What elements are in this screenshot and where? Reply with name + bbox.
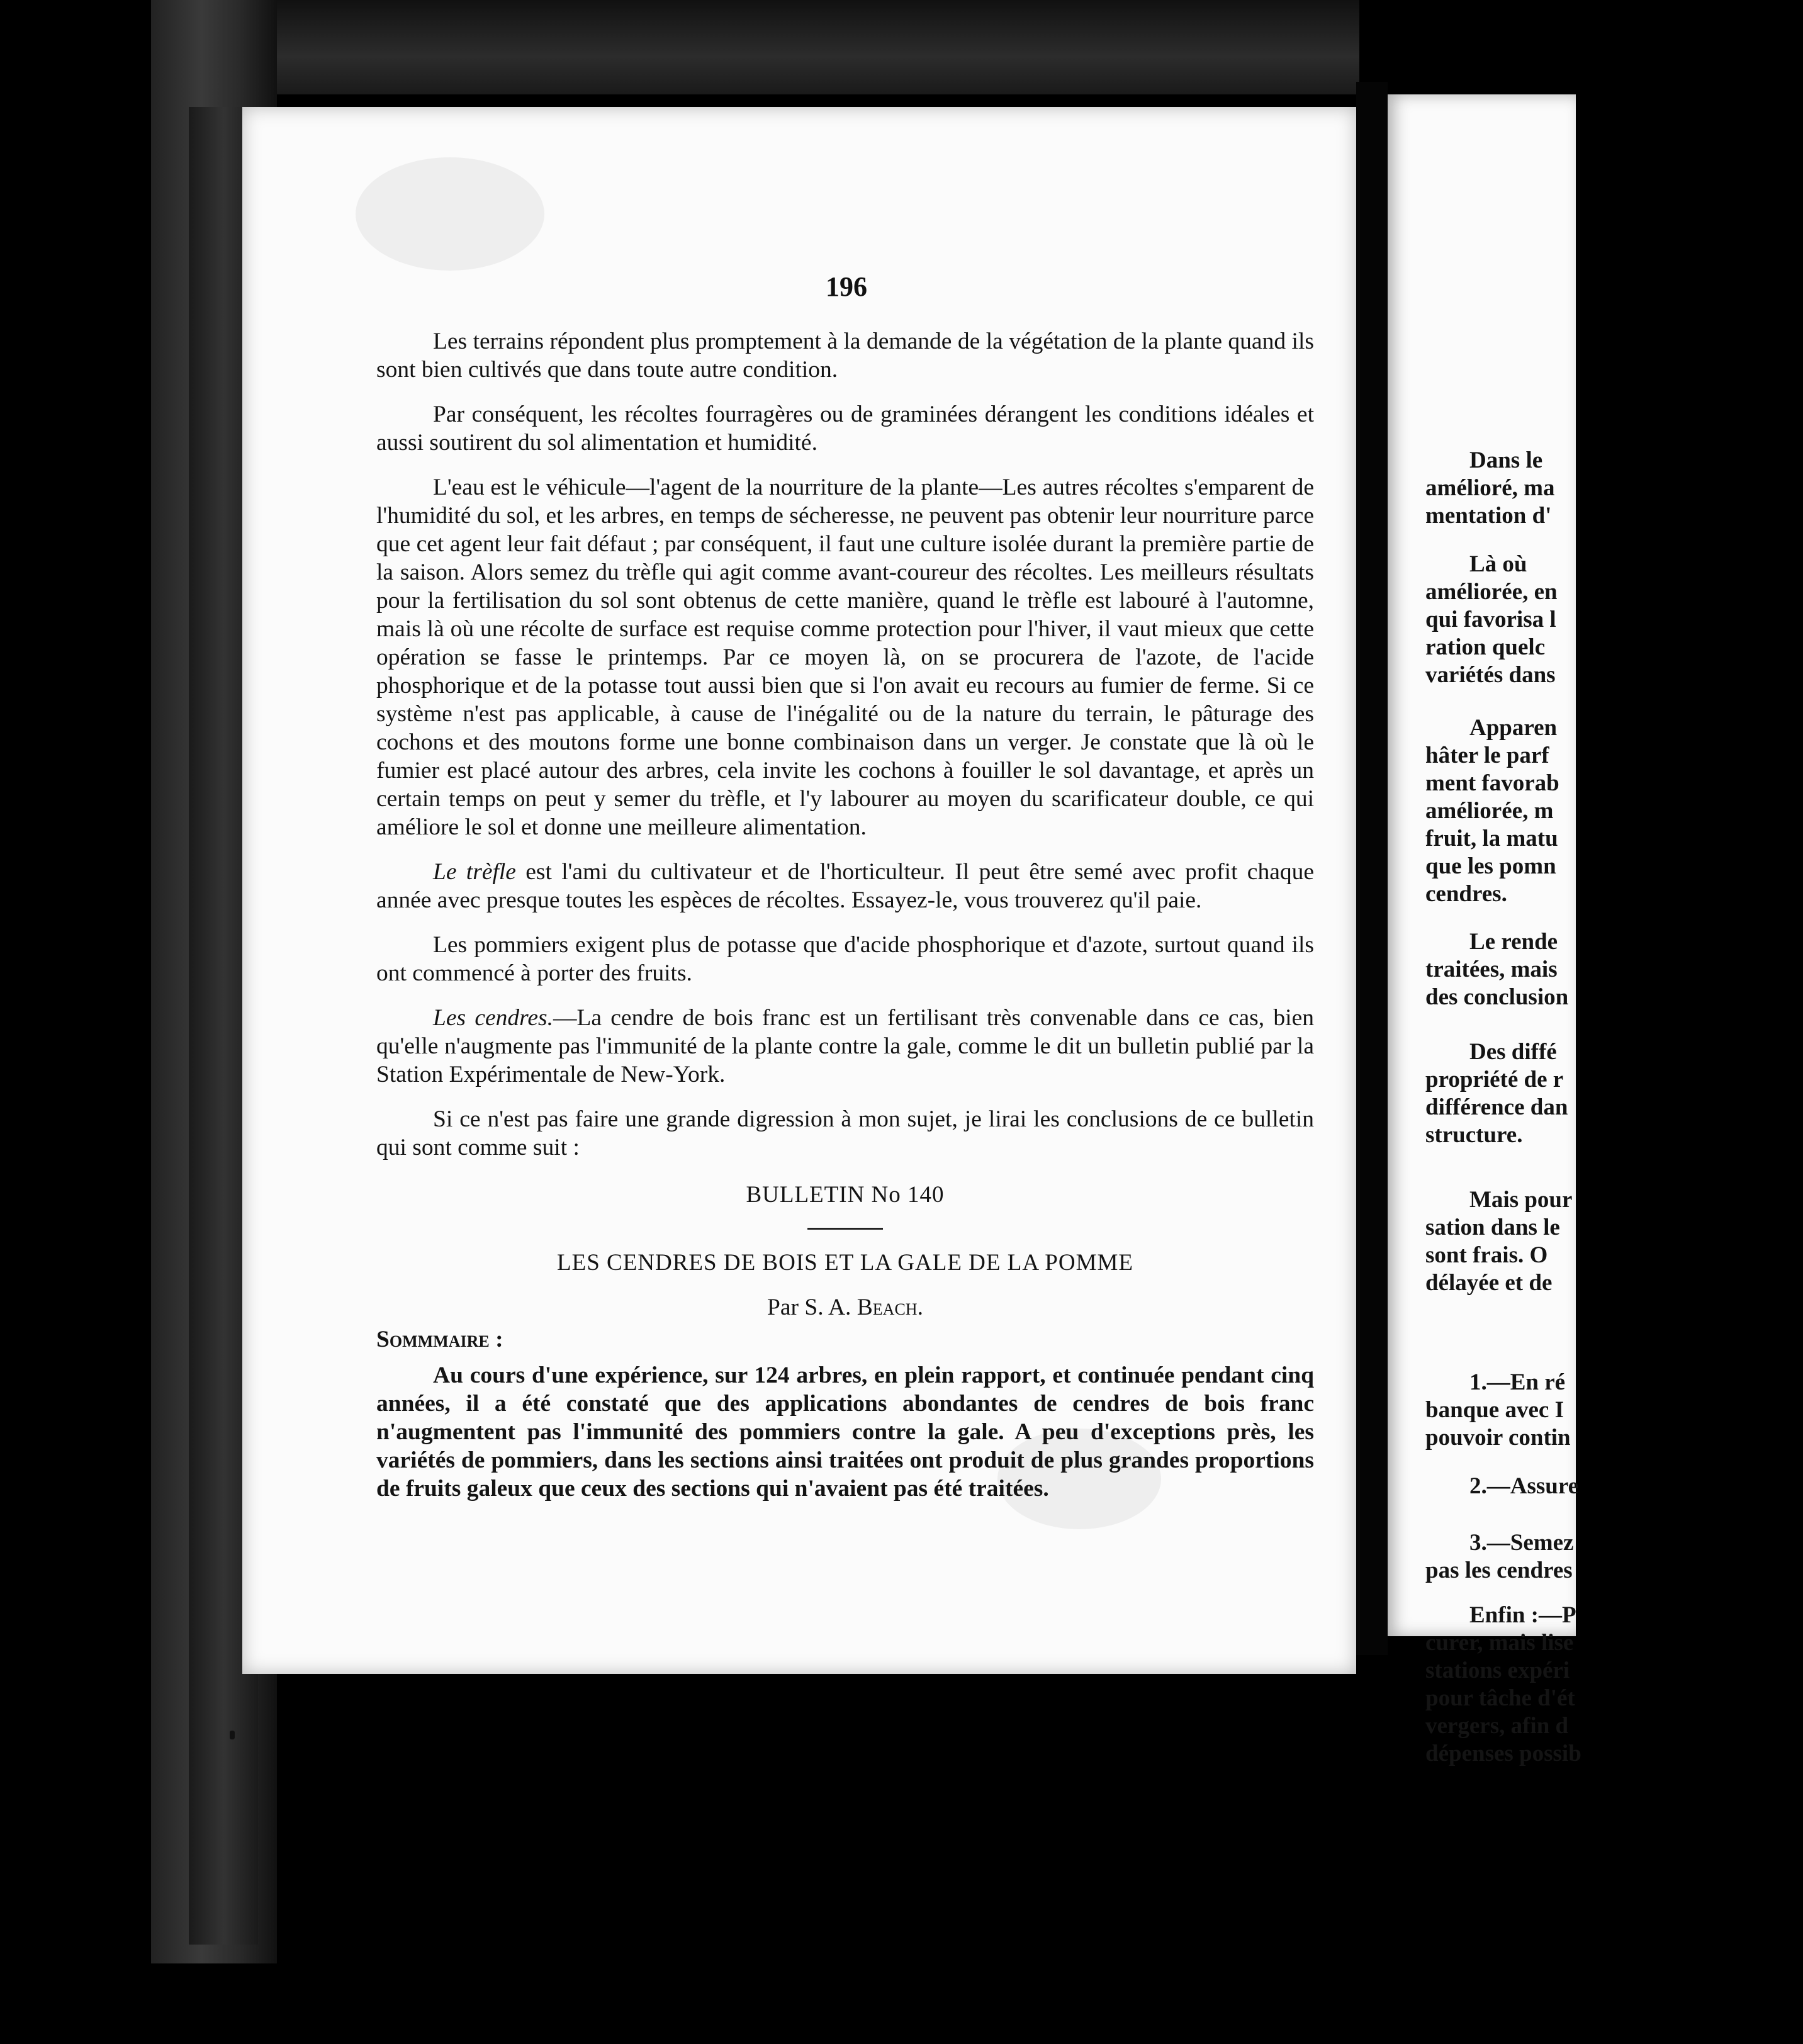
- right-page-line: Enfin :—P: [1469, 1602, 1576, 1628]
- right-page-line: qui favorisa l: [1425, 607, 1556, 632]
- bulletin-title: BULLETIN No 140: [746, 1182, 945, 1208]
- paragraph: Les terrains répondent plus promptement à la demande de la végétation de la plante quand ils sont bien cultivés que dans toute autre condition.: [376, 328, 1314, 383]
- byline-author: Beach.: [857, 1294, 923, 1320]
- right-page-line: 3.—Semez: [1469, 1530, 1574, 1556]
- right-page-line: hâter le parf: [1425, 743, 1549, 768]
- right-page-paragraph: [1425, 447, 1554, 530]
- right-page-paragraph: [1425, 1369, 1571, 1452]
- right-page-line: dépenses possib: [1425, 1741, 1581, 1766]
- right-page-paragraph: [1425, 1038, 1568, 1149]
- right-page-line: amélioré, ma: [1425, 475, 1555, 501]
- right-page-line: cendres.: [1425, 881, 1507, 907]
- right-page-line: curer, mais lise: [1425, 1630, 1574, 1656]
- right-page-line: améliorée, m: [1425, 798, 1554, 824]
- right-page-line: sation dans le: [1425, 1215, 1560, 1240]
- right-page-line: Dans le: [1469, 447, 1543, 473]
- paragraph: [376, 858, 1314, 914]
- sommaire-label: Sommmaire :: [376, 1327, 503, 1352]
- paper-stain: [356, 157, 544, 271]
- right-page-line: mentation d': [1425, 503, 1552, 529]
- right-page-paragraph: [1425, 714, 1559, 908]
- paragraph: [376, 1004, 1314, 1089]
- right-page-line: propriété de r: [1425, 1067, 1564, 1092]
- speck: [230, 1731, 235, 1739]
- right-page-paragraph: [1425, 928, 1568, 1011]
- page-number: 196: [826, 271, 867, 302]
- paragraph: L'eau est le véhicule—l'agent de la nourriture de la plante—Les autres récoltes s'emparent de l'humidité du sol, et les arbres, en temps de sécheresse, ne peuvent pas obtenir leur nourriture parce que cet agent leur fait défaut ; par conséquent, il faut une culture isolée durant la première partie de la saison. Alors semez du trèfle qui agit comme avant-coureur des récoltes. Les meilleurs résultats pour la fertilisation du sol sont obtenus de cette manière, quand le trèfle est labouré à l'automne, mais là où une récolte de surface est requise comme protection pour l'hiver, il vaut mieux que cette opération se fasse le printemps. Par ce moyen là, on se procurera de l'azote, de l'acide phosphorique et de la potasse tout aussi bien que si l'on avait eu recours au fumier de ferme. Si ce système n'est pas applicable, à cause de l'inégalité ou de la nature du terrain, le pâturage des cochons et des moutons forme une bonne combinaison dans un verger. Je constate que là où le fumier est placé autour des arbres, cela invite les cochons à fouiller le sol davantage, et après un certain temps on peut y semer du trèfle, et l'y labourer au moyen du scarificateur double, ce qui améliore le sol et donne une meilleure alimentation.: [376, 474, 1314, 840]
- right-page-line: Le rende: [1469, 929, 1558, 955]
- right-page-line: structure.: [1425, 1122, 1523, 1148]
- right-page-line: variétés dans: [1425, 662, 1556, 688]
- right-page-line: que les pomn: [1425, 853, 1556, 879]
- right-page-line: pouvoir contin: [1425, 1425, 1571, 1451]
- byline: [376, 1293, 1314, 1322]
- bulletin-subtitle: LES CENDRES DE BOIS ET LA GALE DE LA POMME: [557, 1250, 1133, 1276]
- paragraph: Par conséquent, les récoltes fourragères ou de graminées dérangent les conditions idéales et aussi soutirent du sol alimentation et humidité.: [376, 402, 1314, 456]
- right-page-line: traitées, mais: [1425, 957, 1558, 982]
- page-body: [376, 327, 1314, 1519]
- right-page-line: ment favorab: [1425, 770, 1559, 796]
- paragraph-rest: —La cendre de bois franc est un fertilisant très convenable dans ce cas, bien qu'elle n'augmente pas l'immunité de la plante contre la gale, comme le dit un bulletin publié par la Station Expérimentale de New-York.: [376, 1005, 1314, 1087]
- right-page-line: banque avec I: [1425, 1397, 1564, 1423]
- right-page-fragment: [1388, 94, 1581, 1766]
- paragraph-lead-italic: Le trèfle: [433, 859, 516, 885]
- summary-paragraph: Au cours d'une expérience, sur 124 arbres, en plein rapport, et continuée pendant cinq années, il a été constaté que des applications abondantes de cendres de bois franc n'augmentent pas l'immunité des pommiers contre la gale. A peu d'exceptions près, les variétés de pommiers, dans les sections ainsi traitées ont produit de plus grandes proportions de fruits galeux que ceux des sections qui n'avaient pas été traitées.: [376, 1362, 1314, 1502]
- right-page-line: pour tâche d'ét: [1425, 1685, 1575, 1711]
- right-page-line: vergers, afin d: [1425, 1713, 1569, 1739]
- paragraph-rest: est l'ami du cultivateur et de l'horticulteur. Il peut être semé avec profit chaque année avec presque toutes les espèces de récoltes. Essayez-le, vous trouverez qu'il paie.: [376, 859, 1314, 913]
- right-page-line: différence dan: [1425, 1094, 1568, 1120]
- right-page-paragraph: [1425, 1186, 1572, 1297]
- paragraph: Si ce n'est pas faire une grande digression à mon sujet, je lirai les conclusions de ce bulletin qui sont comme suit :: [376, 1106, 1314, 1160]
- right-page-line: délayée et de: [1425, 1270, 1553, 1296]
- byline-prefix: Par S. A.: [767, 1294, 851, 1320]
- right-page-line: Mais pour: [1469, 1187, 1573, 1213]
- right-page-paragraph: [1425, 1529, 1573, 1585]
- right-page-line: pas les cendres: [1425, 1558, 1573, 1583]
- section-rule: [807, 1228, 883, 1230]
- right-page-paragraph: [1425, 1473, 1578, 1500]
- right-page-line: sont frais. O: [1425, 1242, 1548, 1268]
- paragraph: Les pommiers exigent plus de potasse que d'acide phosphorique et d'azote, surtout quand ils ont commencé à porter des fruits.: [376, 932, 1314, 986]
- right-page-paragraph: [1425, 1602, 1581, 1768]
- right-page-line: ration quelc: [1425, 634, 1546, 660]
- right-page-line: des conclusion: [1425, 984, 1569, 1010]
- right-page-line: 2.—Assure: [1469, 1473, 1579, 1499]
- page-gutter: [1356, 82, 1388, 1655]
- right-page-line: 1.—En ré: [1469, 1369, 1566, 1395]
- book-top-edge: [164, 0, 1359, 94]
- paragraph-lead-italic: Les cendres.: [433, 1005, 553, 1031]
- right-page-paragraph: [1425, 551, 1558, 689]
- right-page-line: Apparen: [1469, 715, 1558, 741]
- right-page-line: Des diffé: [1469, 1039, 1557, 1065]
- right-page-line: améliorée, en: [1425, 579, 1558, 605]
- right-page-line: stations expéri: [1425, 1658, 1570, 1683]
- right-page-line: fruit, la matu: [1425, 826, 1558, 851]
- right-page-line: Là où: [1469, 551, 1527, 577]
